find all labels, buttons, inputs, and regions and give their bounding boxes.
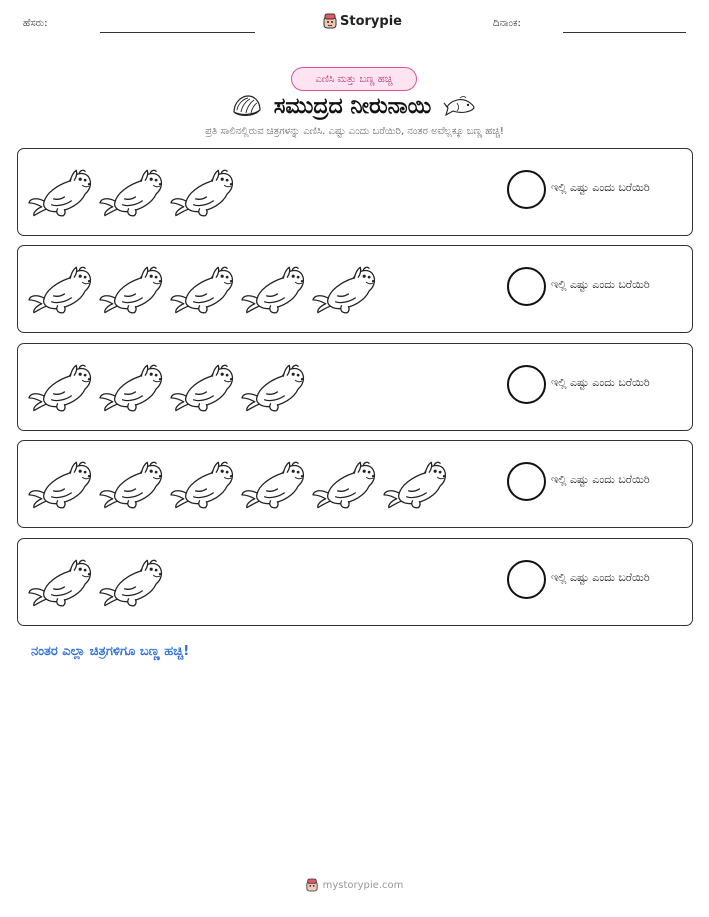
- seal-icon: [170, 455, 235, 513]
- seal-icon: [241, 455, 306, 513]
- write-label: ಇಲ್ಲಿ ಎಷ್ಟು ಎಂದು ಬರೆಯಿರಿ: [551, 376, 650, 389]
- seal-group: [28, 455, 448, 513]
- seal-icon: [99, 358, 164, 416]
- brand-name: Storypie: [340, 13, 402, 29]
- seal-icon: [170, 358, 235, 416]
- clam-shell-icon: [232, 94, 262, 118]
- seal-icon: [28, 553, 93, 611]
- answer-circle[interactable]: [507, 462, 546, 501]
- date-label: ದಿನಾಂಕ:: [493, 18, 521, 29]
- write-label: ಇಲ್ಲಿ ಎಷ್ಟು ಎಂದು ಬರೆಯಿರಿ: [551, 278, 650, 291]
- count-row-5: [17, 538, 693, 626]
- answer-circle[interactable]: [507, 560, 546, 599]
- seal-icon: [312, 455, 377, 513]
- storypie-logo-icon: [306, 878, 318, 892]
- write-label: ಇಲ್ಲಿ ಎಷ್ಟು ಎಂದು ಬರೆಯಿರಿ: [551, 181, 650, 194]
- seal-icon: [28, 358, 93, 416]
- write-label: ಇಲ್ಲಿ ಎಷ್ಟು ಎಂದು ಬರೆಯಿರಿ: [551, 571, 650, 584]
- seal-icon: [99, 163, 164, 221]
- answer-circle[interactable]: [507, 170, 546, 209]
- storypie-logo-icon: [323, 13, 337, 29]
- footer-brand: [0, 878, 709, 892]
- storypie-brand: [323, 13, 402, 29]
- page-title: ಸಮುದ್ರದ ನೀರುನಾಯಿ: [273, 93, 432, 119]
- answer-circle[interactable]: [507, 365, 546, 404]
- footer-url[interactable]: mystorypie.com: [322, 879, 404, 891]
- seal-group: [28, 358, 306, 416]
- count-row-3: [17, 343, 693, 431]
- seal-icon: [170, 260, 235, 318]
- seal-icon: [241, 260, 306, 318]
- seal-group: [28, 553, 164, 611]
- seal-group: [28, 260, 377, 318]
- page-header: [0, 0, 709, 40]
- seal-icon: [28, 260, 93, 318]
- seal-icon: [383, 455, 448, 513]
- seal-icon: [241, 358, 306, 416]
- seal-icon: [28, 163, 93, 221]
- name-field[interactable]: [100, 32, 255, 33]
- seal-icon: [99, 553, 164, 611]
- write-label: ಇಲ್ಲಿ ಎಷ್ಟು ಎಂದು ಬರೆಯಿರಿ: [551, 473, 650, 486]
- count-row-2: [17, 245, 693, 333]
- name-label: ಹೆಸರು:: [23, 18, 48, 29]
- count-row-4: [17, 440, 693, 528]
- answer-circle[interactable]: [507, 267, 546, 306]
- seal-icon: [170, 163, 235, 221]
- seal-icon: [99, 260, 164, 318]
- subtitle-pill: ಎಣಿಸಿ ಮತ್ತು ಬಣ್ಣ ಹಚ್ಚಿ: [291, 67, 417, 91]
- fish-icon: [443, 95, 477, 117]
- seal-icon: [28, 455, 93, 513]
- seal-icon: [312, 260, 377, 318]
- instructions: ಪ್ರತಿ ಸಾಲಿನಲ್ಲಿರುವ ಚಿತ್ರಗಳನ್ನು ಎಣಿಸಿ. ಎಷ್ಟು ಎಂದು ಬರೆಯಿರಿ, ನಂತರ ಅವೆಲ್ಲಕ್ಕೂ ಬಣ್ಣ ಹಚ್ಚಿ!: [205, 126, 504, 137]
- title-row: [0, 92, 709, 120]
- date-field[interactable]: [563, 32, 686, 33]
- seal-icon: [99, 455, 164, 513]
- footer-note: ನಂತರ ಎಲ್ಲಾ ಚಿತ್ರಗಳಿಗೂ ಬಣ್ಣ ಹಚ್ಚಿ!: [31, 644, 190, 659]
- seal-group: [28, 163, 235, 221]
- count-row-1: [17, 148, 693, 236]
